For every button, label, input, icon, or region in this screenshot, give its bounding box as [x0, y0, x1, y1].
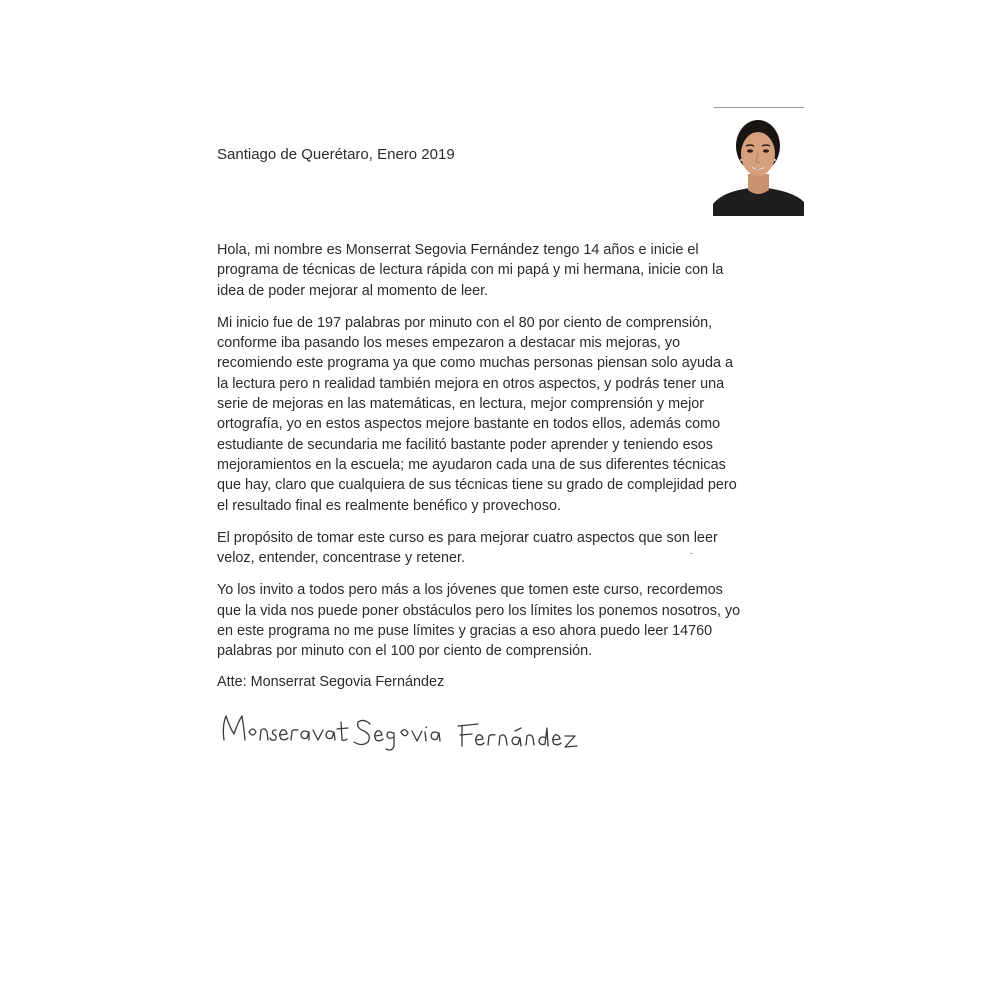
text-line: idea de poder mejorar al momento de leer.: [217, 282, 489, 299]
handwritten-signature: [218, 702, 608, 772]
text-line: veloz, entender, concentrase y retener.: [217, 550, 465, 567]
text-line: serie de mejoras en las matemáticas, en lectura, mejor comprensión y mejor: [217, 396, 705, 413]
text-line: ortografía, yo en estos aspectos mejore bastante en todos ellos, además como: [217, 416, 721, 433]
letter-closing: Atte: Monserrat Segovia Fernández: [217, 674, 445, 690]
text-line: estudiante de secundaria me facilitó bastante poder aprender y teniendo esos: [217, 436, 714, 453]
photo-top-line: [714, 107, 804, 108]
letter-body: [217, 240, 797, 674]
text-line: que la vida nos puede poner obstáculos pero los límites los ponemos nosotros, yo: [217, 602, 741, 619]
portrait-photo: [713, 116, 804, 216]
paragraph-purpose: [217, 528, 797, 569]
paragraph-progress: [217, 313, 797, 516]
text-line: programa de técnicas de lectura rápida con mi papá y mi hermana, inicie con la: [217, 262, 724, 279]
text-line: el resultado final es realmente benéfico y provechoso.: [217, 497, 561, 514]
paragraph-invitation: [217, 580, 797, 661]
text-line: la lectura pero n realidad también mejora en otros aspectos, y podrás tener una: [217, 375, 725, 392]
text-line: que hay, claro que cualquiera de sus técnicas tiene su grado de complejidad pero: [217, 477, 737, 494]
text-line: recomiendo este programa ya que como muchas personas piensan solo ayuda a: [217, 355, 733, 372]
text-line: conforme iba pasando los meses empezaron a destacar mis mejoras, yo: [217, 335, 681, 352]
paragraph-intro: [217, 240, 797, 301]
scan-speck: [690, 553, 693, 554]
text-line: palabras por minuto con el 100 por ciento de comprensión.: [217, 643, 593, 660]
text-line: Yo los invito a todos pero más a los jóvenes que tomen este curso, recordemos: [217, 582, 723, 599]
text-line: El propósito de tomar este curso es para mejorar cuatro aspectos que son leer: [217, 529, 718, 546]
text-line: Hola, mi nombre es Monserrat Segovia Fernández tengo 14 años e inicie el: [217, 242, 699, 258]
text-line: Mi inicio fue de 197 palabras por minuto con el 80 por ciento de comprensión,: [217, 314, 713, 331]
text-line: en este programa no me puse límites y gracias a eso ahora puedo leer 14760: [217, 623, 713, 640]
letter-dateline: Santiago de Querétaro, Enero 2019: [217, 146, 455, 163]
text-line: mejoramientos en la escuela; me ayudaron cada una de sus diferentes técnicas: [217, 456, 726, 473]
